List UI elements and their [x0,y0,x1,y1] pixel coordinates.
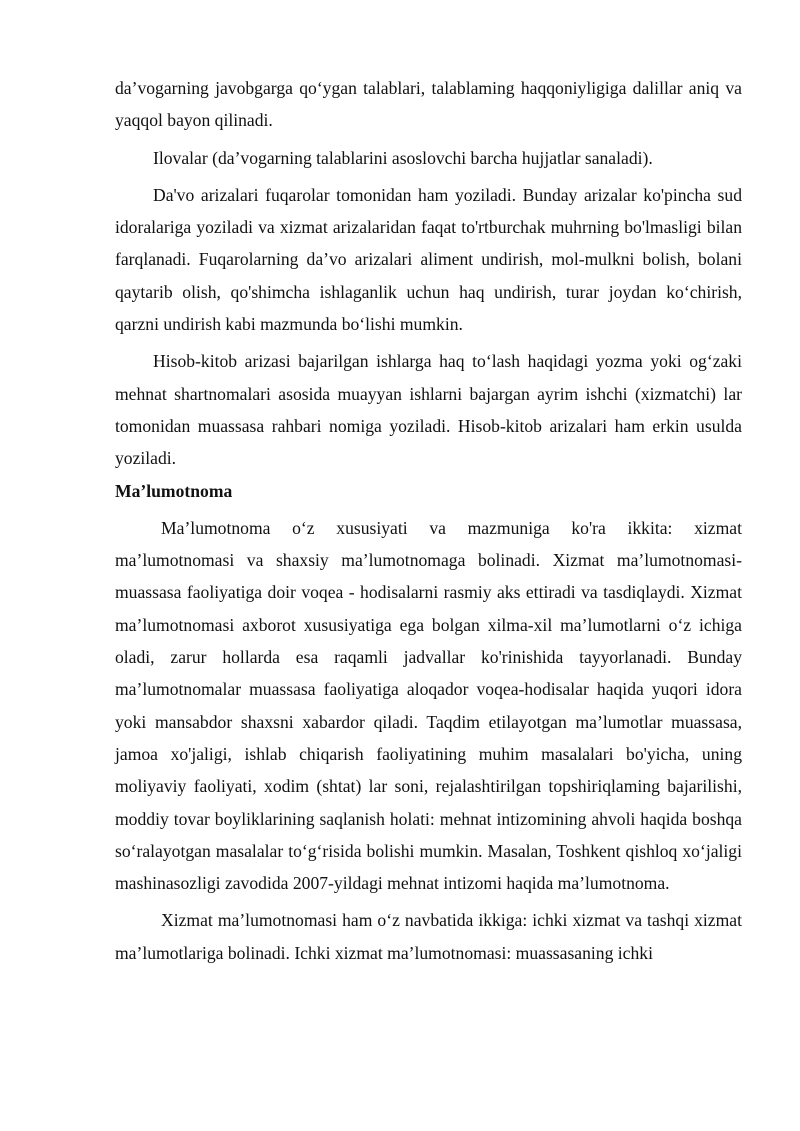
document-page [115,72,742,969]
paragraph-settlement: Hisob-kitob arizasi bajarilgan ishlarga haq to‘lash haqidagi yozma yoki og‘zaki mehnat shartnomalari asosida muayyan ishlarni bajargan ayrim ishchi (xizmatchi) lar tomonidan muassasa rahbari nomiga yoziladi. Hisob-kitob arizalari ham erkin usulda yoziladi. [115,351,742,469]
paragraph-reference-types: Ma’lumotnoma o‘z xususiyati va mazmuniga ko'ra ikkita: xizmat ma’lumotnomasi va shaxsiy ma’lumotnomaga bolinadi. Xizmat ma’lumotnomasi- muassasa faoliyatiga doir voqea - hodisalarni rasmiy aks ettiradi va tasdiqlaydi. Xizmat ma’lumotnomasi axborot xususiyatiga ega bolgan xilma-xil ma’lumotlarni o‘z ichiga oladi, zarur hollarda esa raqamli jadvallar ko'rinishida tayyorlanadi. Bunday ma’lumotnomalar muassasa faoliyatiga aloqador voqea-hodisalar haqida yuqori idora yoki mansabdor shaxsni xabardor qiladi. Taqdim etilayotgan ma’lumotlar muassasa, jamoa xo'jaligi, ishlab chiqarish faoliyatining muhim masalalari bo'yicha, uning moliyaviy faoliyati, xodim (shtat) lar soni, rejalashtirilgan topshiriqlaming bajarilishi, moddiy tovar boyliklarining saqlanish holati: mehnat intizomining ahvoli haqida boshqa so‘ralayotgan masalalar to‘g‘risida bolishi mumkin. Masalan, Toshkent qishloq xo‘jaligi mashinasozligi zavodida 2007-yildagi mehnat intizomi haqida ma’lumotnoma. [115,517,742,894]
paragraph-internal-external: Xizmat ma’lumotnomasi ham o‘z navbatida ikkiga: ichki xizmat va tashqi xizmat ma’lumotlariga bolinadi. Ichki xizmat ma’lumotnomasi: muassasaning ichki [115,910,742,963]
section-heading: Ma’lumotnoma [115,480,233,501]
paragraph-claims: Da'vo arizalari fuqarolar tomonidan ham yoziladi. Bunday arizalar ko'pincha sud idoralariga yoziladi va xizmat arizalaridan faqat to'rtburchak muhrning bo'lmasligi bilan farqlanadi. Fuqarolarning da’vo arizalari aliment undirish, mol-mulkni bolish, bolani qaytarib olish, qo'shimcha ishlaganlik uchun haq undirish, turar joydan ko‘chirish, qarzni undirish kabi mazmunda bo‘lishi mumkin. [115,184,742,335]
paragraph-attachments: Ilovalar (da’vogarning talablarini asoslovchi barcha hujjatlar sanaladi). [153,147,653,168]
paragraph-continuation: da’vogarning javobgarga qo‘ygan talablari, talablaming haqqoniyligiga dalillar aniq va yaqqol bayon qilinadi. [115,78,742,131]
